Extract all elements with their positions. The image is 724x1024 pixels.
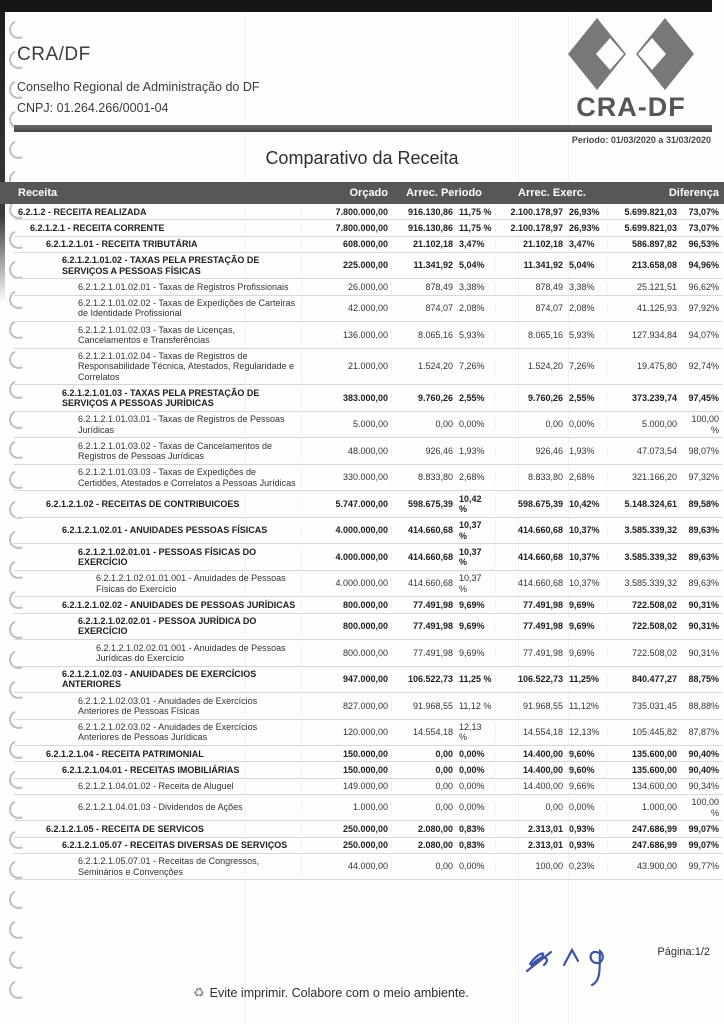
cell-arrec-periodo-pct: 5,93% xyxy=(456,330,496,340)
table-row xyxy=(14,746,722,762)
cell-diferenca-pct: 90,31% xyxy=(688,599,719,610)
cell-arrec-periodo-valor: 414.660,68 xyxy=(407,525,453,536)
cell-arrec-exerc-pct: 9,69% xyxy=(566,648,608,658)
cell-diferenca-pct: 88,75% xyxy=(688,674,719,685)
cell-orcado: 21.000,00 xyxy=(302,361,392,371)
cell-receita: 6.2.1.2.1.02.03.02 - Anuidades de Exercícios Anteriores de Pessoas Jurídicas xyxy=(14,722,302,743)
page-title: Comparativo da Receita xyxy=(265,148,459,168)
binding-hole xyxy=(6,977,30,1001)
cell-arrec-periodo-valor: 916.130,86 xyxy=(407,222,453,233)
cell-receita: 6.2.1.2.1.02.02.01.001 - Anuidades de Pessoas Jurídicas do Exercício xyxy=(14,643,302,664)
cell-orcado: 44.000,00 xyxy=(302,861,392,871)
cell-arrec-periodo-pct: 10,37 % xyxy=(456,520,496,541)
cell-receita: 6.2.1.2.1.02 - RECEITAS DE CONTRIBUICOES xyxy=(14,499,302,509)
cell-arrec-periodo-pct: 11,75 % xyxy=(456,223,496,233)
cell-arrec-exerc-valor: 14.554,18 xyxy=(522,727,563,738)
cell-arrec-exerc-pct: 9,60% xyxy=(566,765,608,775)
cell-arrec-exerc-pct: 7,26% xyxy=(566,361,608,371)
cell-diferenca-pct: 90,31% xyxy=(688,647,719,658)
cell-arrec-exerc-valor: 77.491,98 xyxy=(522,621,563,632)
cell-receita: 6.2.1.2.1.05.07.01 - Receitas de Congressos, Seminários e Convenções xyxy=(14,856,302,877)
cell-arrec-exerc-pct: 10,37% xyxy=(566,578,608,588)
cell-orcado: 947.000,00 xyxy=(302,674,392,684)
cell-arrec-periodo-pct: 2,08% xyxy=(456,303,496,313)
cell-diferenca-valor: 373.239,74 xyxy=(631,392,677,403)
cell-arrec-periodo-pct: 3,38% xyxy=(456,282,496,292)
cell-receita: 6.2.1.2.1.05.07 - RECEITAS DIVERSAS DE SERVIÇOS xyxy=(14,840,302,850)
cell-arrec-periodo-pct: 0,00% xyxy=(456,765,496,775)
cell-orcado: 827.000,00 xyxy=(302,701,392,711)
cell-orcado: 383.000,00 xyxy=(302,393,392,403)
cell-arrec-exerc-valor: 0,00 xyxy=(545,419,563,430)
cell-orcado: 48.000,00 xyxy=(302,446,392,456)
binding-hole xyxy=(6,947,30,971)
cell-receita: 6.2.1.2.1.01 - RECEITA TRIBUTÁRIA xyxy=(14,239,302,249)
cell-diferenca-valor: 135.600,00 xyxy=(631,748,677,759)
cell-arrec-periodo-pct: 11,25 % xyxy=(456,674,496,684)
cell-orcado: 4.000.000,00 xyxy=(302,525,392,535)
table-body xyxy=(14,204,722,880)
table-row xyxy=(14,438,722,465)
cell-orcado: 330.000,00 xyxy=(302,472,392,482)
table-row xyxy=(14,279,722,295)
cell-diferenca-pct: 90,34% xyxy=(688,781,719,791)
cell-arrec-periodo-valor: 878,49 xyxy=(425,281,453,292)
cell-orcado: 42.000,00 xyxy=(302,303,392,313)
cell-receita: 6.2.1.2.1.04.01.02 - Receita de Aluguel xyxy=(14,781,302,791)
cell-diferenca-pct: 96,62% xyxy=(688,281,719,292)
table-header xyxy=(0,182,724,204)
cell-arrec-exerc-valor: 2.100.178,97 xyxy=(510,222,563,233)
cell-diferenca-valor: 3.585.339,32 xyxy=(624,525,677,536)
cell-diferenca-pct: 99,77% xyxy=(688,861,719,872)
cell-diferenca-pct: 73,07% xyxy=(688,206,719,217)
cell-arrec-exerc-pct: 10,42% xyxy=(566,499,608,509)
table-row xyxy=(14,322,722,349)
cell-arrec-periodo-pct: 5,04% xyxy=(456,260,496,270)
cell-receita: 6.2.1.2.1.01.02.04 - Taxas de Registros de Responsabilidade Técnica, Atestados, Regularidade e Correlatos xyxy=(14,351,302,382)
cell-arrec-periodo-valor: 9.760,26 xyxy=(417,392,453,403)
cell-arrec-periodo-valor: 926,46 xyxy=(425,445,453,456)
cell-arrec-exerc-pct: 0,00% xyxy=(566,419,608,429)
cell-arrec-periodo-pct: 11,12 % xyxy=(456,701,496,711)
table-row xyxy=(14,854,722,881)
cell-orcado: 149.000,00 xyxy=(302,781,392,791)
cell-arrec-exerc-pct: 3,38% xyxy=(566,282,608,292)
cell-arrec-exerc-valor: 878,49 xyxy=(535,281,563,292)
cell-receita: 6.2.1.2.1.01.03.03 - Taxas de Expedições de Certidões, Atestados e Correlatos a Pessoas Jurídicas xyxy=(14,467,302,488)
col-header-arrec-periodo: Arrec. Periodo xyxy=(406,187,482,199)
cell-diferenca-valor: 135.600,00 xyxy=(631,764,677,775)
cell-diferenca-pct: 89,58% xyxy=(688,498,719,509)
table-row xyxy=(14,571,722,598)
cell-arrec-exerc-valor: 2.100.178,97 xyxy=(510,206,563,217)
cell-diferenca-valor: 25.121,51 xyxy=(636,281,677,292)
binding-hole xyxy=(6,887,30,911)
cell-diferenca-valor: 722.508,02 xyxy=(631,621,677,632)
cell-arrec-exerc-pct: 2,68% xyxy=(566,472,608,482)
cell-orcado: 608.000,00 xyxy=(302,239,392,249)
cell-arrec-exerc-valor: 77.491,98 xyxy=(522,647,563,658)
period-label: Periodo: 01/03/2020 a 31/03/2020 xyxy=(571,135,711,145)
cell-orcado: 225.000,00 xyxy=(302,260,392,270)
cell-arrec-exerc-valor: 8.065,16 xyxy=(527,329,563,340)
cell-arrec-periodo-valor: 0,00 xyxy=(435,802,453,813)
cell-arrec-exerc-pct: 26,93% xyxy=(566,223,608,233)
cell-orcado: 800.000,00 xyxy=(302,600,392,610)
cell-diferenca-pct: 100,00 % xyxy=(691,414,719,435)
cell-arrec-periodo-valor: 106.522,73 xyxy=(407,674,453,685)
cell-arrec-exerc-pct: 9,60% xyxy=(566,749,608,759)
cell-orcado: 7.800.000,00 xyxy=(302,223,392,233)
cell-orcado: 5.747.000,00 xyxy=(302,499,392,509)
cell-receita: 6.2.1.2.1.04 - RECEITA PATRIMONIAL xyxy=(14,749,302,759)
cra-df-logo xyxy=(556,18,706,123)
cell-diferenca-pct: 89,63% xyxy=(688,525,719,536)
cell-arrec-periodo-valor: 0,00 xyxy=(435,781,453,791)
cell-diferenca-pct: 99,07% xyxy=(688,823,719,834)
cell-arrec-exerc-pct: 11,25% xyxy=(566,674,608,684)
table-row xyxy=(14,795,722,822)
cell-arrec-exerc-pct: 26,93% xyxy=(566,207,608,217)
cell-arrec-periodo-pct: 0,83% xyxy=(456,824,496,834)
cell-diferenca-valor: 47.073,54 xyxy=(636,445,677,456)
scan-top-edge xyxy=(0,0,712,12)
table-row xyxy=(14,544,722,571)
cell-arrec-exerc-valor: 9.760,26 xyxy=(527,392,563,403)
cell-arrec-periodo-pct: 0,00% xyxy=(456,861,496,871)
cell-arrec-periodo-valor: 0,00 xyxy=(435,764,453,775)
cell-orcado: 800.000,00 xyxy=(302,621,392,631)
table-row xyxy=(14,296,722,323)
cell-arrec-exerc-pct: 9,69% xyxy=(566,600,608,610)
cell-arrec-exerc-pct: 2,08% xyxy=(566,303,608,313)
cell-arrec-periodo-pct: 0,00% xyxy=(456,419,496,429)
table-row xyxy=(14,693,722,720)
cell-diferenca-valor: 213.658,08 xyxy=(631,260,677,271)
cell-arrec-exerc-pct: 11,12% xyxy=(566,701,608,711)
cell-arrec-periodo-pct: 12,13 % xyxy=(456,722,496,743)
cell-diferenca-pct: 73,07% xyxy=(688,222,719,233)
cell-arrec-exerc-valor: 926,46 xyxy=(535,445,563,456)
cell-arrec-exerc-pct: 0,00% xyxy=(566,802,608,812)
cell-arrec-exerc-pct: 0,23% xyxy=(566,861,608,871)
cell-arrec-periodo-valor: 916.130,86 xyxy=(407,206,453,217)
cell-receita: 6.2.1.2.1.02.01 - ANUIDADES PESSOAS FÍSICAS xyxy=(14,525,302,535)
cell-diferenca-valor: 722.508,02 xyxy=(631,647,677,658)
cell-arrec-exerc-valor: 91.968,55 xyxy=(522,700,563,711)
cell-arrec-exerc-pct: 0,93% xyxy=(566,840,608,850)
cell-receita: 6.2.1.2.1.02.03.01 - Anuidades de Exercícios Anteriores de Pessoas Físicas xyxy=(14,696,302,717)
col-header-orcado: Orçado xyxy=(349,187,388,199)
cell-diferenca-pct: 90,40% xyxy=(688,764,719,775)
table-row xyxy=(14,779,722,795)
cell-arrec-periodo-pct: 0,00% xyxy=(456,802,496,812)
cell-receita: 6.2.1.2.1.02.01.01 - PESSOAS FÍSICAS DO EXERCÍCIO xyxy=(14,547,302,568)
table-row xyxy=(14,838,722,854)
cell-arrec-exerc-valor: 8.833,80 xyxy=(527,472,563,483)
cell-receita: 6.2.1.2.1.04.01.03 - Dividendos de Ações xyxy=(14,802,302,812)
cell-arrec-exerc-valor: 21.102,18 xyxy=(522,239,563,249)
cell-orcado: 7.800.000,00 xyxy=(302,207,392,217)
cell-arrec-periodo-pct: 2,55% xyxy=(456,393,496,403)
cell-arrec-periodo-valor: 1.524,20 xyxy=(417,361,453,372)
cell-arrec-periodo-valor: 0,00 xyxy=(435,861,453,872)
cell-diferenca-valor: 5.699.821,03 xyxy=(624,206,677,217)
cell-arrec-periodo-valor: 8.833,80 xyxy=(417,472,453,483)
cell-diferenca-valor: 3.585.339,32 xyxy=(624,578,677,589)
cell-receita: 6.2.1.2.1.01.02 - TAXAS PELA PRESTAÇÃO DE SERVIÇOS A PESSOAS FÍSICAS xyxy=(14,255,302,276)
cell-diferenca-valor: 41.125,93 xyxy=(636,303,677,314)
cell-arrec-exerc-valor: 106.522,73 xyxy=(517,674,563,685)
cell-diferenca-valor: 247.686,99 xyxy=(631,840,677,850)
org-short-name: CRA/DF xyxy=(17,44,91,65)
cell-orcado: 26.000,00 xyxy=(302,282,392,292)
cell-arrec-exerc-valor: 100,00 xyxy=(535,861,563,872)
cell-arrec-exerc-valor: 414.660,68 xyxy=(517,551,563,562)
cell-orcado: 120.000,00 xyxy=(302,727,392,737)
cell-arrec-periodo-pct: 1,93% xyxy=(456,446,496,456)
cell-arrec-exerc-valor: 2.313,01 xyxy=(527,840,563,850)
cell-arrec-periodo-pct: 0,00% xyxy=(456,749,496,759)
eco-footer xyxy=(193,985,469,1001)
table-row xyxy=(14,821,722,837)
cell-arrec-exerc-pct: 10,37% xyxy=(566,525,608,535)
cell-diferenca-valor: 840.477,27 xyxy=(631,674,677,685)
cell-arrec-exerc-valor: 14.400,00 xyxy=(522,781,563,791)
cell-arrec-periodo-valor: 91.968,55 xyxy=(412,700,453,711)
cell-diferenca-valor: 5.699.821,03 xyxy=(624,222,677,233)
cell-arrec-periodo-valor: 77.491,98 xyxy=(412,621,453,632)
cell-arrec-periodo-pct: 10,42 % xyxy=(456,494,496,515)
cell-diferenca-valor: 5.000,00 xyxy=(641,419,677,430)
table-row xyxy=(14,237,722,253)
cell-diferenca-pct: 94,07% xyxy=(688,329,719,340)
cell-arrec-exerc-pct: 1,93% xyxy=(566,446,608,456)
cell-arrec-exerc-valor: 1.524,20 xyxy=(527,361,563,372)
cell-arrec-periodo-valor: 598.675,39 xyxy=(407,498,453,509)
table-row xyxy=(14,720,722,747)
table-row xyxy=(14,597,722,613)
col-header-receita: Receita xyxy=(18,187,58,199)
cell-arrec-periodo-valor: 414.660,68 xyxy=(407,578,453,589)
cell-arrec-periodo-pct: 10,37 % xyxy=(456,547,496,568)
handwritten-ink-mark xyxy=(524,938,619,1000)
cell-orcado: 4.000.000,00 xyxy=(302,578,392,588)
cell-orcado: 150.000,00 xyxy=(302,749,392,759)
table-row xyxy=(14,385,722,412)
table-row xyxy=(14,667,722,694)
cell-arrec-exerc-pct: 3,47% xyxy=(566,239,608,249)
table-row xyxy=(14,465,722,492)
cell-arrec-exerc-pct: 9,66% xyxy=(566,781,608,791)
cell-receita: 6.2.1.2.1.01.02.02 - Taxas de Expedições de Carteiras de Identidade Profissional xyxy=(14,298,302,319)
cell-arrec-exerc-valor: 874,07 xyxy=(535,303,563,314)
cell-arrec-exerc-pct: 5,93% xyxy=(566,330,608,340)
cell-diferenca-pct: 98,07% xyxy=(688,445,719,456)
cell-arrec-periodo-valor: 77.491,98 xyxy=(412,647,453,658)
cell-diferenca-valor: 321.166,20 xyxy=(631,472,677,483)
table-row xyxy=(14,253,722,280)
cell-arrec-exerc-pct: 2,55% xyxy=(566,393,608,403)
table-row xyxy=(14,349,722,386)
cell-arrec-exerc-pct: 5,04% xyxy=(566,260,608,270)
cell-orcado: 150.000,00 xyxy=(302,765,392,775)
cell-diferenca-pct: 94,96% xyxy=(688,260,719,271)
page-number: Página:1/2 xyxy=(657,946,710,958)
cell-arrec-exerc-valor: 77.491,98 xyxy=(522,599,563,610)
cell-arrec-periodo-valor: 414.660,68 xyxy=(407,551,453,562)
cell-arrec-exerc-pct: 9,69% xyxy=(566,621,608,631)
table-row xyxy=(14,762,722,778)
cell-diferenca-valor: 722.508,02 xyxy=(631,599,677,610)
cell-diferenca-valor: 3.585.339,32 xyxy=(624,551,677,562)
cell-arrec-periodo-valor: 77.491,98 xyxy=(412,599,453,610)
cell-diferenca-pct: 97,32% xyxy=(688,472,719,483)
cell-arrec-periodo-pct: 7,26% xyxy=(456,361,496,371)
cell-receita: 6.2.1.2.1.02.01.01.001 - Anuidades de Pessoas Físicas do Exercício xyxy=(14,573,302,594)
cell-arrec-periodo-valor: 2.080,00 xyxy=(417,840,453,850)
cell-arrec-periodo-pct: 9,69% xyxy=(456,600,496,610)
header-divider-bar xyxy=(14,125,712,132)
cell-diferenca-pct: 89,63% xyxy=(688,578,719,589)
logo-text: CRA-DF xyxy=(576,92,686,122)
cell-receita: 6.2.1.2.1.01.02.03 - Taxas de Licenças, Cancelamentos e Transferências xyxy=(14,325,302,346)
cell-arrec-periodo-valor: 0,00 xyxy=(435,748,453,759)
cell-diferenca-valor: 586.897,82 xyxy=(631,239,677,249)
cell-diferenca-pct: 97,92% xyxy=(688,303,719,314)
cell-diferenca-valor: 134.600,00 xyxy=(631,781,677,791)
table-row xyxy=(14,518,722,545)
cell-receita: 6.2.1.2.1.02.03 - ANUIDADES DE EXERCÍCIOS ANTERIORES xyxy=(14,669,302,690)
cell-receita: 6.2.1.2.1.01.03.01 - Taxas de Registros de Pessoas Jurídicas xyxy=(14,414,302,435)
cell-arrec-periodo-pct: 10,37 % xyxy=(456,573,496,594)
table-row xyxy=(14,491,722,518)
cell-arrec-exerc-valor: 414.660,68 xyxy=(517,525,563,536)
cell-diferenca-valor: 19.475,80 xyxy=(636,361,677,372)
cell-orcado: 4.000.000,00 xyxy=(302,552,392,562)
cell-receita: 6.2.1.2.1.02.02 - ANUIDADES DE PESSOAS JURÍDICAS xyxy=(14,600,302,610)
col-header-arrec-exerc: Arrec. Exerc. xyxy=(518,187,586,199)
cell-diferenca-pct: 90,40% xyxy=(688,748,719,759)
cell-arrec-periodo-valor: 874,07 xyxy=(425,303,453,314)
cell-arrec-exerc-valor: 11.341,92 xyxy=(523,260,563,271)
cell-diferenca-valor: 5.148.324,61 xyxy=(624,498,677,509)
cell-arrec-exerc-valor: 14.400,00 xyxy=(522,764,563,775)
cell-diferenca-pct: 90,31% xyxy=(688,621,719,632)
table-row xyxy=(14,204,722,220)
cell-diferenca-pct: 100,00 % xyxy=(691,797,719,818)
cell-arrec-exerc-valor: 598.675,39 xyxy=(517,498,563,509)
cell-orcado: 250.000,00 xyxy=(302,824,392,834)
cell-arrec-periodo-pct: 2,68% xyxy=(456,472,496,482)
cell-diferenca-pct: 87,87% xyxy=(688,727,719,738)
org-cnpj: CNPJ: 01.264.266/0001-04 xyxy=(17,101,169,115)
cell-receita: 6.2.1.2.1.02.02.01 - PESSOA JURÍDICA DO EXERCÍCIO xyxy=(14,616,302,637)
cell-receita: 6.2.1.2.1.01.02.01 - Taxas de Registros Profissionais xyxy=(14,282,302,292)
cell-arrec-periodo-valor: 21.102,18 xyxy=(412,239,453,249)
cell-orcado: 1.000,00 xyxy=(302,802,392,812)
cell-diferenca-pct: 88,88% xyxy=(688,700,719,711)
cell-orcado: 5.000,00 xyxy=(302,419,392,429)
cell-arrec-periodo-valor: 14.554,18 xyxy=(412,727,453,738)
cell-receita: 6.2.1.2 - RECEITA REALIZADA xyxy=(14,207,302,217)
table-row xyxy=(14,412,722,439)
cell-diferenca-valor: 127.934,84 xyxy=(631,329,677,340)
table-row xyxy=(14,640,722,667)
cell-arrec-periodo-valor: 2.080,00 xyxy=(417,823,453,834)
cell-receita: 6.2.1.2.1 - RECEITA CORRENTE xyxy=(14,223,302,233)
cell-arrec-periodo-pct: 11,75 % xyxy=(456,207,496,217)
cell-arrec-periodo-pct: 0,00% xyxy=(456,781,496,791)
org-full-name: Conselho Regional de Administração do DF xyxy=(17,80,260,94)
cell-arrec-periodo-valor: 8.065,16 xyxy=(417,329,453,340)
cell-arrec-periodo-pct: 9,69% xyxy=(456,621,496,631)
binding-hole xyxy=(6,917,30,941)
cell-orcado: 136.000,00 xyxy=(302,330,392,340)
cell-diferenca-valor: 735.031,45 xyxy=(631,700,677,711)
cell-arrec-exerc-valor: 2.313,01 xyxy=(527,823,563,834)
cell-arrec-exerc-valor: 0,00 xyxy=(545,802,563,813)
cell-arrec-periodo-valor: 11.341,92 xyxy=(413,260,453,271)
cell-receita: 6.2.1.2.1.01.03 - TAXAS PELA PRESTAÇÃO DE SERVIÇOS A PESSOAS JURÍDICAS xyxy=(14,388,302,409)
cell-arrec-exerc-valor: 14.400,00 xyxy=(522,748,563,759)
cell-orcado: 250.000,00 xyxy=(302,840,392,850)
cell-arrec-periodo-pct: 9,69% xyxy=(456,648,496,658)
cell-orcado: 800.000,00 xyxy=(302,648,392,658)
col-header-diferenca: Diferença xyxy=(668,187,719,199)
binding-hole xyxy=(6,17,30,41)
recycle-icon: ♻ xyxy=(193,985,205,1000)
cell-arrec-periodo-valor: 0,00 xyxy=(435,419,453,430)
cell-diferenca-pct: 92,74% xyxy=(688,361,719,372)
cell-diferenca-valor: 43.900,00 xyxy=(636,861,677,872)
cell-receita: 6.2.1.2.1.04.01 - RECEITAS IMOBILIÁRIAS xyxy=(14,765,302,775)
cell-arrec-exerc-valor: 414.660,68 xyxy=(517,578,563,589)
table-row xyxy=(14,220,722,236)
cell-diferenca-pct: 97,45% xyxy=(688,392,719,403)
cell-arrec-periodo-pct: 0,83% xyxy=(456,840,496,850)
cell-diferenca-pct: 89,63% xyxy=(688,551,719,562)
double-diamond-logo-icon xyxy=(568,18,694,90)
cell-receita: 6.2.1.2.1.01.03.02 - Taxas de Cancelamentos de Registros de Pessoas Jurídicas xyxy=(14,441,302,462)
cell-arrec-exerc-pct: 10,37% xyxy=(566,552,608,562)
cell-diferenca-valor: 105.445,82 xyxy=(631,727,677,738)
table-row xyxy=(14,614,722,641)
cell-diferenca-valor: 1.000,00 xyxy=(641,802,677,813)
cell-diferenca-pct: 99,07% xyxy=(688,840,719,850)
cell-diferenca-pct: 96,53% xyxy=(688,239,719,249)
cell-arrec-periodo-pct: 3,47% xyxy=(456,239,496,249)
eco-message: Evite imprimir. Colabore com o meio ambiente. xyxy=(209,986,469,1000)
cell-diferenca-valor: 247.686,99 xyxy=(631,823,677,834)
cell-receita: 6.2.1.2.1.05 - RECEITA DE SERVICOS xyxy=(14,824,302,834)
cell-arrec-exerc-pct: 0,93% xyxy=(566,824,608,834)
cell-arrec-exerc-pct: 12,13% xyxy=(566,727,608,737)
